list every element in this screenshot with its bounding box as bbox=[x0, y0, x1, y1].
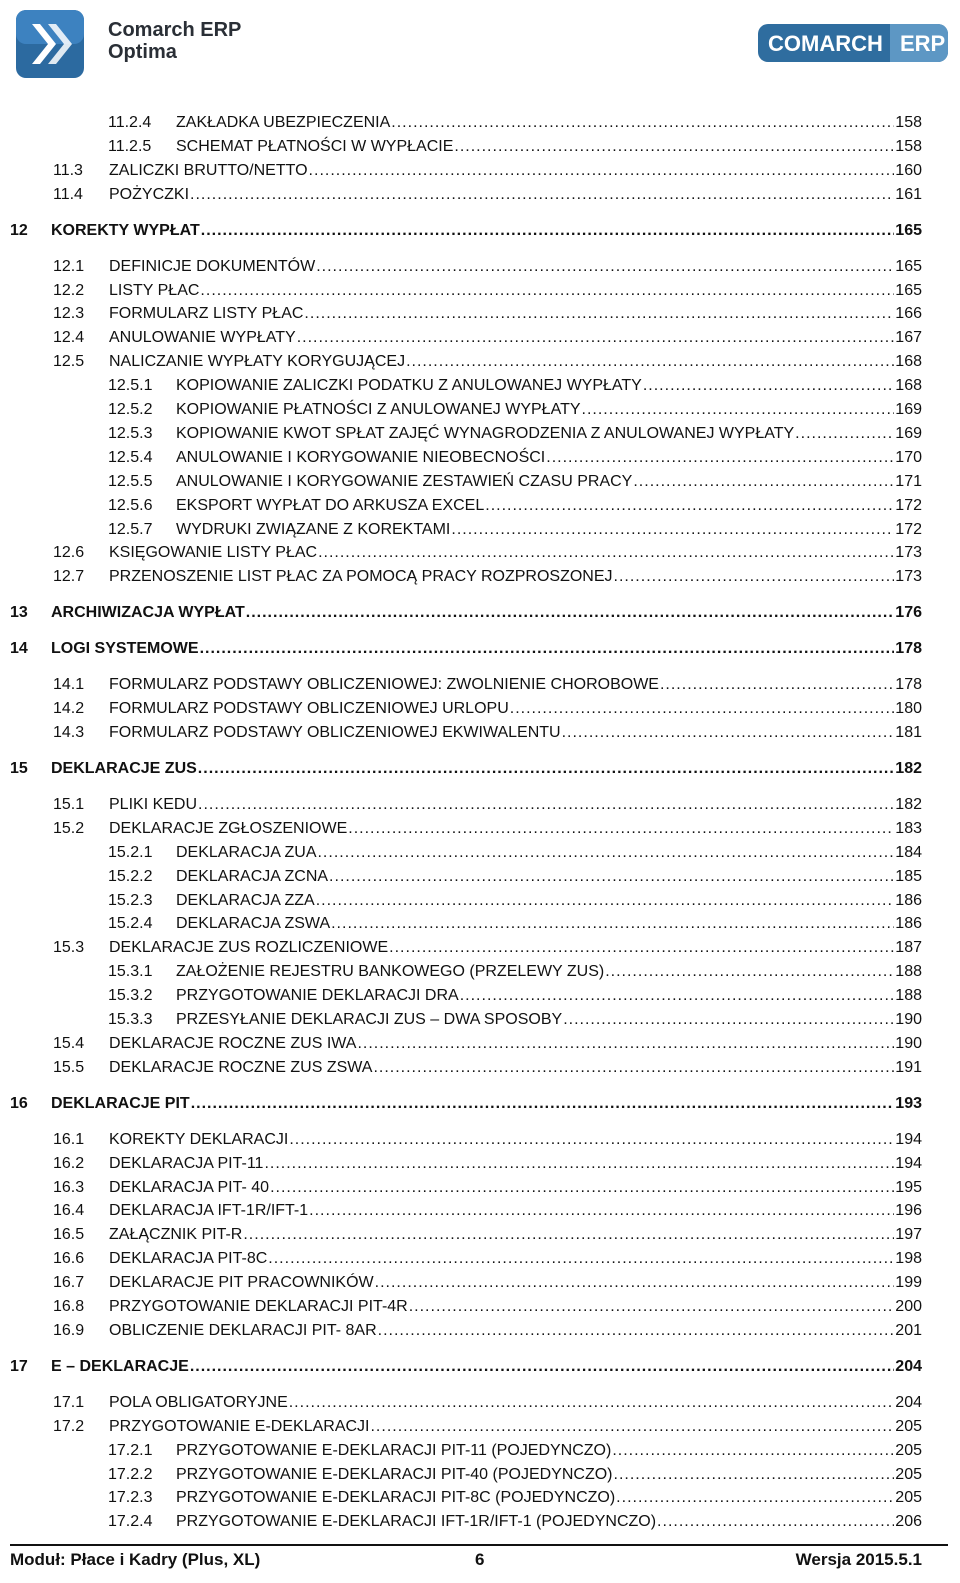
toc-entry-page: 165 bbox=[895, 281, 922, 299]
toc-dot-leader bbox=[309, 160, 895, 182]
toc-entry-title[interactable]: OBLICZENIE DEKLARACJI PIT- 8AR bbox=[109, 1321, 377, 1339]
toc-dot-leader bbox=[510, 698, 895, 720]
toc-entry-page: 201 bbox=[895, 1321, 922, 1339]
toc-entry-page: 188 bbox=[895, 963, 922, 981]
toc-entry-number: 15.1 bbox=[53, 795, 85, 813]
toc-entry-number: 12.4 bbox=[53, 329, 85, 347]
toc-dot-leader bbox=[660, 674, 894, 696]
toc-dot-leader bbox=[612, 1440, 894, 1462]
toc-entry-title[interactable]: PRZYGOTOWANIE DEKLARACJI DRA bbox=[176, 987, 459, 1005]
toc-entry-number: 12.5.5 bbox=[108, 472, 153, 490]
toc-entry-title[interactable]: DEKLARACJE PIT PRACOWNIKÓW bbox=[109, 1274, 374, 1292]
toc-dot-leader bbox=[370, 1416, 894, 1438]
toc-entry-number: 14.2 bbox=[53, 700, 85, 718]
toc-entry-title[interactable]: DEKLARACJE ZUS bbox=[51, 759, 197, 777]
toc-dot-leader bbox=[605, 961, 894, 983]
toc-entry[interactable] bbox=[0, 638, 922, 660]
toc-entry-page: 172 bbox=[895, 496, 922, 514]
toc-entry-page: 196 bbox=[895, 1202, 922, 1220]
toc-entry-page: 184 bbox=[895, 843, 922, 861]
toc-entry[interactable] bbox=[0, 794, 922, 816]
toc-entry-title[interactable]: FORMULARZ PODSTAWY OBLICZENIOWEJ: ZWOLNIENIE CHOROBOWE bbox=[109, 676, 659, 694]
brand-word-comarch: COMARCH bbox=[768, 31, 883, 56]
toc-entry[interactable] bbox=[0, 519, 922, 541]
toc-dot-leader bbox=[795, 423, 894, 445]
toc-entry-page: 181 bbox=[895, 724, 922, 741]
toc-dot-leader bbox=[200, 638, 895, 660]
toc-entry-page: 204 bbox=[895, 1357, 922, 1375]
toc-entry-title[interactable]: FORMULARZ PODSTAWY OBLICZENIOWEJ URLOPU bbox=[109, 700, 509, 718]
toc-entry-page: 165 bbox=[895, 221, 922, 239]
page-header bbox=[0, 0, 960, 90]
toc-entry-title[interactable]: DEKLARACJA IFT-1R/IFT-1 bbox=[109, 1202, 309, 1220]
toc-entry-page: 185 bbox=[895, 867, 922, 885]
toc-entry-number: 17.2.1 bbox=[108, 1441, 153, 1459]
toc-dot-leader bbox=[451, 519, 894, 541]
toc-entry-page: 206 bbox=[895, 1513, 922, 1531]
toc-entry-title[interactable]: DEKLARACJE PIT bbox=[51, 1094, 190, 1112]
toc-dot-leader bbox=[289, 1392, 895, 1414]
toc-entry-number: 15.2.1 bbox=[108, 843, 153, 861]
toc-entry-title[interactable]: ANULOWANIE I KORYGOWANIE ZESTAWIEŃ CZASU PRACY bbox=[176, 472, 633, 490]
toc-dot-leader bbox=[485, 495, 894, 517]
toc-entry-number: 12.6 bbox=[53, 544, 85, 562]
toc-dot-leader bbox=[633, 471, 894, 493]
toc-entry-title[interactable]: PRZENOSZENIE LIST PŁAC ZA POMOCĄ PRACY ROZPROSZONEJ bbox=[109, 568, 613, 586]
toc-entry-page: 176 bbox=[895, 604, 922, 622]
toc-entry[interactable] bbox=[0, 818, 922, 840]
toc-entry-number: 15.4 bbox=[53, 1034, 85, 1052]
toc-entry-page: 180 bbox=[895, 700, 922, 718]
toc-entry-number: 12.3 bbox=[53, 305, 85, 323]
toc-entry-title[interactable]: LISTY PŁAC bbox=[109, 281, 200, 299]
toc-entry-page: 167 bbox=[895, 329, 922, 347]
toc-dot-leader bbox=[389, 937, 894, 959]
toc-entry-title[interactable]: DEKLARACJA PIT- 40 bbox=[109, 1178, 270, 1196]
toc-entry-title[interactable]: KOREKTY DEKLARACJI bbox=[109, 1130, 289, 1148]
toc-dot-leader bbox=[318, 542, 894, 564]
toc-entry-title[interactable]: PRZYGOTOWANIE E-DEKLARACJI PIT-8C (POJEDYNCZO) bbox=[176, 1489, 616, 1507]
toc-entry-title[interactable]: DEKLARACJE ROCZNE ZUS IWA bbox=[109, 1034, 357, 1052]
toc-entry-page: 190 bbox=[895, 1034, 922, 1052]
toc-entry-number: 16.4 bbox=[53, 1202, 85, 1220]
toc-entry-number: 15.2 bbox=[53, 819, 85, 837]
toc-entry-page: 158 bbox=[895, 137, 922, 155]
toc-dot-leader bbox=[375, 1272, 895, 1294]
toc-entry-title[interactable]: PRZYGOTOWANIE E-DEKLARACJI IFT-1R/IFT-1 (POJEDYNCZO) bbox=[176, 1513, 657, 1531]
toc-entry[interactable] bbox=[0, 1200, 922, 1222]
toc-entry-number: 14.3 bbox=[53, 724, 85, 741]
toc-dot-leader bbox=[309, 1200, 894, 1222]
toc-entry-page: 173 bbox=[895, 544, 922, 562]
toc-entry-page: 171 bbox=[895, 472, 922, 490]
toc-dot-leader bbox=[268, 1248, 894, 1270]
toc-entry-number: 16.6 bbox=[53, 1250, 85, 1268]
toc-entry-title[interactable]: DEFINICJE DOKUMENTÓW bbox=[109, 257, 316, 275]
toc-entry-number: 15 bbox=[10, 759, 28, 777]
toc-dot-leader bbox=[297, 327, 895, 349]
toc-entry-number: 12.2 bbox=[53, 281, 85, 299]
toc-entry-title[interactable]: DEKLARACJA ZUA bbox=[176, 843, 317, 861]
toc-entry[interactable] bbox=[0, 1224, 922, 1246]
toc-dot-leader bbox=[614, 1464, 895, 1486]
toc-entry-number: 16.9 bbox=[53, 1321, 85, 1339]
toc-dot-leader bbox=[198, 794, 894, 816]
toc-entry-page: 204 bbox=[895, 1393, 922, 1411]
toc-entry[interactable] bbox=[0, 184, 922, 206]
toc-entry-number: 17.2 bbox=[53, 1417, 85, 1435]
toc-entry[interactable] bbox=[0, 1296, 922, 1318]
toc-entry-title[interactable]: ANULOWANIE WYPŁATY bbox=[109, 329, 296, 347]
toc-entry[interactable] bbox=[0, 566, 922, 588]
toc-entry[interactable] bbox=[0, 961, 922, 983]
toc-entry[interactable] bbox=[0, 1392, 922, 1414]
toc-entry[interactable] bbox=[0, 1248, 922, 1270]
toc-entry-page: 197 bbox=[895, 1226, 922, 1244]
toc-entry-page: 205 bbox=[895, 1489, 922, 1507]
toc-entry-page: 200 bbox=[895, 1298, 922, 1315]
toc-entry[interactable] bbox=[0, 1440, 922, 1462]
toc-entry[interactable] bbox=[0, 1272, 922, 1294]
toc-entry[interactable] bbox=[0, 447, 922, 469]
brand-word-erp: ERP bbox=[900, 31, 946, 56]
toc-entry-title[interactable]: KOPIOWANIE ZALICZKI PODATKU Z ANULOWANEJ WYPŁATY bbox=[176, 377, 642, 395]
toc-entry-title[interactable]: NALICZANIE WYPŁATY KORYGUJĄCEJ bbox=[109, 353, 406, 371]
toc-dot-leader bbox=[348, 818, 894, 840]
toc-entry[interactable] bbox=[0, 256, 922, 278]
toc-dot-leader bbox=[614, 566, 895, 588]
toc-entry-page: 165 bbox=[895, 257, 922, 275]
toc-entry-number: 12.7 bbox=[53, 568, 85, 586]
toc-dot-leader bbox=[190, 184, 894, 206]
footer-divider bbox=[10, 1544, 948, 1546]
toc-entry-title[interactable]: ZAŁOŻENIE REJESTRU BANKOWEGO (PRZELEWY ZUS) bbox=[176, 963, 605, 981]
toc-entry-title[interactable]: KOPIOWANIE KWOT SPŁAT ZAJĘĆ WYNAGRODZENIA Z ANULOWANEJ WYPŁATY bbox=[176, 424, 795, 442]
toc-entry-title[interactable]: PRZYGOTOWANIE E-DEKLARACJI PIT-11 (POJEDYNCZO) bbox=[176, 1441, 612, 1459]
toc-entry[interactable] bbox=[0, 698, 922, 720]
toc-entry[interactable] bbox=[0, 375, 922, 397]
toc-entry-number: 15.3.1 bbox=[108, 963, 153, 981]
toc-entry-title[interactable]: LOGI SYSTEMOWE bbox=[51, 640, 199, 658]
toc-entry-page: 158 bbox=[895, 114, 922, 131]
toc-entry[interactable] bbox=[0, 399, 922, 421]
toc-entry[interactable] bbox=[0, 937, 922, 959]
toc-entry[interactable] bbox=[0, 913, 922, 935]
toc-entry-number: 12.5.3 bbox=[108, 424, 153, 442]
toc-dot-leader bbox=[616, 1487, 894, 1509]
toc-entry-title[interactable]: DEKLARACJA PIT-8C bbox=[109, 1250, 268, 1268]
toc-entry-number: 15.2.3 bbox=[108, 891, 153, 909]
toc-entry-page: 170 bbox=[895, 448, 922, 466]
toc-dot-leader bbox=[200, 280, 894, 302]
product-name-line1: Comarch ERP bbox=[108, 19, 242, 41]
toc-entry[interactable] bbox=[0, 136, 922, 158]
toc-entry-number: 11.2.5 bbox=[108, 137, 152, 155]
toc-entry-page: 205 bbox=[895, 1441, 922, 1459]
toc-entry-page: 183 bbox=[895, 819, 922, 837]
toc-entry-page: 190 bbox=[895, 1011, 922, 1028]
toc-dot-leader bbox=[357, 1033, 894, 1055]
toc-entry-title[interactable]: ANULOWANIE I KORYGOWANIE NIEOBECNOŚCI bbox=[176, 448, 546, 466]
toc-dot-leader bbox=[373, 1057, 894, 1079]
toc-entry-number: 12.5.4 bbox=[108, 448, 153, 466]
toc-entry-page: 205 bbox=[895, 1465, 922, 1483]
toc-entry-number: 16.2 bbox=[53, 1154, 85, 1172]
toc-entry-title[interactable]: DEKLARACJA PIT-11 bbox=[109, 1154, 264, 1172]
toc-entry[interactable] bbox=[0, 1464, 922, 1486]
toc-entry-title[interactable]: KOPIOWANIE PŁATNOŚCI Z ANULOWANEJ WYPŁATY bbox=[176, 401, 581, 418]
toc-entry-title[interactable]: EKSPORT WYPŁAT DO ARKUSZA EXCEL bbox=[176, 496, 485, 514]
toc-entry-title[interactable]: PLIKI KEDU bbox=[109, 795, 198, 813]
toc-entry-page: 160 bbox=[895, 161, 922, 179]
toc-entry-page: 173 bbox=[895, 568, 922, 586]
toc-entry[interactable] bbox=[0, 1009, 922, 1031]
toc-entry-title[interactable]: PRZESYŁANIE DEKLARACJI ZUS – DWA SPOSOBY bbox=[176, 1011, 563, 1028]
toc-entry-number: 16.3 bbox=[53, 1178, 85, 1196]
toc-dot-leader bbox=[562, 722, 895, 744]
toc-dot-leader bbox=[409, 1296, 895, 1318]
toc-dot-leader bbox=[643, 375, 894, 397]
toc-entry-page: 195 bbox=[895, 1178, 922, 1196]
toc-entry-title[interactable]: DEKLARACJA ZZA bbox=[176, 891, 315, 909]
toc-entry[interactable] bbox=[0, 280, 922, 302]
toc-entry[interactable] bbox=[0, 758, 922, 780]
toc-dot-leader bbox=[331, 913, 894, 935]
toc-entry-title[interactable]: KOREKTY WYPŁAT bbox=[51, 221, 200, 239]
toc-entry-number: 15.3.3 bbox=[108, 1011, 153, 1028]
toc-dot-leader bbox=[657, 1511, 894, 1533]
toc-entry[interactable] bbox=[0, 1033, 922, 1055]
toc-entry[interactable] bbox=[0, 1177, 922, 1199]
toc-entry[interactable] bbox=[0, 423, 922, 445]
toc-entry-page: 168 bbox=[895, 377, 922, 395]
toc-entry-number: 17 bbox=[10, 1357, 28, 1375]
toc-entry-number: 17.2.3 bbox=[108, 1489, 153, 1507]
toc-entry-page: 188 bbox=[895, 987, 922, 1005]
toc-entry-number: 13 bbox=[10, 604, 28, 622]
toc-entry[interactable] bbox=[0, 112, 922, 134]
toc-dot-leader bbox=[191, 1093, 895, 1115]
comarch-erp-logo-icon bbox=[14, 8, 86, 80]
toc-dot-leader bbox=[289, 1129, 894, 1151]
toc-entry[interactable] bbox=[0, 495, 922, 517]
toc-entry[interactable] bbox=[0, 722, 922, 744]
toc-entry-page: 198 bbox=[895, 1250, 922, 1268]
toc-entry-number: 12.5.2 bbox=[108, 401, 153, 418]
toc-entry-number: 11.2.4 bbox=[108, 114, 152, 131]
toc-entry-page: 172 bbox=[895, 520, 922, 538]
toc-entry-title[interactable]: PRZYGOTOWANIE E-DEKLARACJI PIT-40 (POJEDYNCZO) bbox=[176, 1465, 613, 1483]
toc-entry-number: 17.1 bbox=[53, 1393, 85, 1411]
toc-entry[interactable] bbox=[0, 602, 922, 624]
toc-entry-page: 194 bbox=[895, 1154, 922, 1172]
toc-entry[interactable] bbox=[0, 866, 922, 888]
toc-entry-page: 182 bbox=[895, 759, 922, 777]
toc-entry-title[interactable]: E – DEKLARACJE bbox=[51, 1357, 189, 1375]
toc-dot-leader bbox=[243, 1224, 894, 1246]
toc-entry[interactable] bbox=[0, 674, 922, 696]
toc-entry-page: 166 bbox=[895, 305, 922, 323]
toc-entry-number: 16.8 bbox=[53, 1298, 85, 1315]
toc-entry[interactable] bbox=[0, 890, 922, 912]
toc-entry-page: 169 bbox=[895, 401, 922, 418]
toc-entry[interactable] bbox=[0, 1057, 922, 1079]
toc-entry-number: 15.2.2 bbox=[108, 867, 153, 885]
toc-entry-number: 17.2.2 bbox=[108, 1465, 153, 1483]
toc-dot-leader bbox=[329, 866, 894, 888]
toc-dot-leader bbox=[460, 985, 895, 1007]
toc-dot-leader bbox=[406, 351, 894, 373]
toc-entry-number: 12.5.1 bbox=[108, 377, 153, 395]
toc-entry-title[interactable]: FORMULARZ LISTY PŁAC bbox=[109, 305, 304, 323]
toc-dot-leader bbox=[391, 112, 894, 134]
toc-entry-number: 15.2.4 bbox=[108, 915, 153, 933]
toc-entry-number: 11.4 bbox=[53, 185, 83, 203]
toc-entry-page: 191 bbox=[895, 1058, 922, 1076]
toc-entry-page: 178 bbox=[895, 640, 922, 658]
toc-entry[interactable] bbox=[0, 327, 922, 349]
toc-entry-number: 12.5.6 bbox=[108, 496, 153, 514]
toc-entry-number: 16.1 bbox=[53, 1130, 85, 1148]
footer-module: Moduł: Płace i Kadry (Plus, XL) bbox=[10, 1550, 261, 1569]
toc-entry-title[interactable]: PRZYGOTOWANIE DEKLARACJI PIT-4R bbox=[109, 1298, 408, 1315]
toc-entry-title[interactable]: PRZYGOTOWANIE E-DEKLARACJI bbox=[109, 1417, 370, 1435]
toc-dot-leader bbox=[546, 447, 894, 469]
toc-entry-page: 168 bbox=[895, 353, 922, 371]
toc-dot-leader bbox=[316, 256, 894, 278]
toc-entry[interactable] bbox=[0, 471, 922, 493]
toc-entry[interactable] bbox=[0, 542, 922, 564]
toc-entry-page: 199 bbox=[895, 1274, 922, 1292]
toc-entry-page: 186 bbox=[895, 915, 922, 933]
toc-entry-number: 15.3 bbox=[53, 939, 85, 957]
toc-entry[interactable] bbox=[0, 1511, 922, 1533]
toc-dot-leader bbox=[246, 602, 895, 624]
toc-entry-page: 193 bbox=[895, 1094, 922, 1112]
toc-entry[interactable] bbox=[0, 1320, 922, 1342]
footer-page-number: 6 bbox=[475, 1550, 485, 1569]
toc-entry[interactable] bbox=[0, 160, 922, 182]
toc-dot-leader bbox=[270, 1177, 894, 1199]
toc-entry-number: 12 bbox=[10, 221, 28, 239]
toc-dot-leader bbox=[317, 842, 894, 864]
toc-entry[interactable] bbox=[0, 303, 922, 325]
page-footer bbox=[0, 1538, 960, 1578]
toc-dot-leader bbox=[198, 758, 895, 780]
footer-version: Wersja 2015.5.1 bbox=[795, 1550, 922, 1569]
toc-entry-page: 178 bbox=[895, 676, 922, 694]
toc-dot-leader bbox=[304, 303, 894, 325]
toc-entry-title[interactable]: ZAKŁADKA UBEZPIECZENIA bbox=[176, 114, 391, 131]
toc-entry-page: 194 bbox=[895, 1130, 922, 1148]
toc-dot-leader bbox=[316, 890, 895, 912]
toc-entry-page: 169 bbox=[895, 424, 922, 442]
toc-entry[interactable] bbox=[0, 1416, 922, 1438]
toc-entry[interactable] bbox=[0, 842, 922, 864]
toc-entry[interactable] bbox=[0, 351, 922, 373]
toc-entry-number: 16.7 bbox=[53, 1274, 85, 1292]
toc-dot-leader bbox=[454, 136, 894, 158]
toc-entry[interactable] bbox=[0, 985, 922, 1007]
toc-entry-title[interactable]: ARCHIWIZACJA WYPŁAT bbox=[51, 604, 245, 622]
toc-entry-number: 12.5.7 bbox=[108, 520, 153, 538]
product-name bbox=[108, 19, 241, 63]
product-name-line2: Optima bbox=[108, 41, 177, 63]
toc-entry-number: 12.1 bbox=[53, 257, 85, 275]
toc-entry-title[interactable]: WYDRUKI ZWIĄZANE Z KOREKTAMI bbox=[176, 520, 451, 538]
toc-entry[interactable] bbox=[0, 1129, 922, 1151]
toc-entry[interactable] bbox=[0, 1153, 922, 1175]
toc-entry-title[interactable]: ZAŁĄCZNIK PIT-R bbox=[109, 1226, 243, 1244]
toc-entry[interactable] bbox=[0, 220, 922, 242]
toc-entry-number: 16.5 bbox=[53, 1226, 85, 1244]
toc-entry-title[interactable]: DEKLARACJA ZCNA bbox=[176, 867, 329, 885]
toc-entry[interactable] bbox=[0, 1093, 922, 1115]
toc-entry[interactable] bbox=[0, 1487, 922, 1509]
toc-dot-leader bbox=[378, 1320, 895, 1342]
toc-entry-page: 186 bbox=[895, 891, 922, 909]
toc-entry-number: 16 bbox=[10, 1094, 28, 1112]
toc-dot-leader bbox=[563, 1009, 894, 1031]
toc-entry-page: 161 bbox=[895, 185, 922, 203]
toc-entry-number: 14.1 bbox=[53, 676, 85, 694]
toc-entry-title[interactable]: POLA OBLIGATORYJNE bbox=[109, 1393, 288, 1411]
toc-entry-page: 182 bbox=[895, 795, 922, 813]
toc-entry[interactable] bbox=[0, 1356, 922, 1378]
toc-entry-title[interactable]: ZALICZKI BRUTTO/NETTO bbox=[109, 161, 308, 179]
toc-entry-number: 15.3.2 bbox=[108, 987, 153, 1005]
toc-entry-title[interactable]: DEKLARACJE ZGŁOSZENIOWE bbox=[109, 819, 348, 837]
toc-dot-leader bbox=[264, 1153, 894, 1175]
toc-entry-title[interactable]: POŻYCZKI bbox=[109, 185, 190, 203]
toc-dot-leader bbox=[582, 399, 895, 421]
toc-entry-title[interactable]: DEKLARACJE ROCZNE ZUS ZSWA bbox=[109, 1058, 373, 1076]
toc-entry-title[interactable]: KSIĘGOWANIE LISTY PŁAC bbox=[109, 544, 318, 562]
toc-dot-leader bbox=[201, 220, 895, 242]
toc-entry-title[interactable]: FORMULARZ PODSTAWY OBLICZENIOWEJ EKWIWALENTU bbox=[109, 724, 561, 741]
toc-entry-number: 11.3 bbox=[53, 161, 83, 179]
toc-entry-title[interactable]: SCHEMAT PŁATNOŚCI W WYPŁACIE bbox=[176, 137, 454, 155]
toc-entry-number: 12.5 bbox=[53, 353, 85, 371]
toc-entry-title[interactable]: DEKLARACJA ZSWA bbox=[176, 915, 331, 933]
toc-entry-number: 15.5 bbox=[53, 1058, 85, 1076]
toc-entry-number: 17.2.4 bbox=[108, 1513, 153, 1531]
toc-entry-title[interactable]: DEKLARACJE ZUS ROZLICZENIOWE bbox=[109, 939, 389, 957]
toc-entry-page: 187 bbox=[895, 939, 922, 957]
comarch-erp-brand-logo bbox=[758, 22, 948, 64]
toc-entry-page: 205 bbox=[895, 1417, 922, 1435]
toc-entry-number: 14 bbox=[10, 640, 28, 658]
toc-dot-leader bbox=[190, 1356, 894, 1378]
